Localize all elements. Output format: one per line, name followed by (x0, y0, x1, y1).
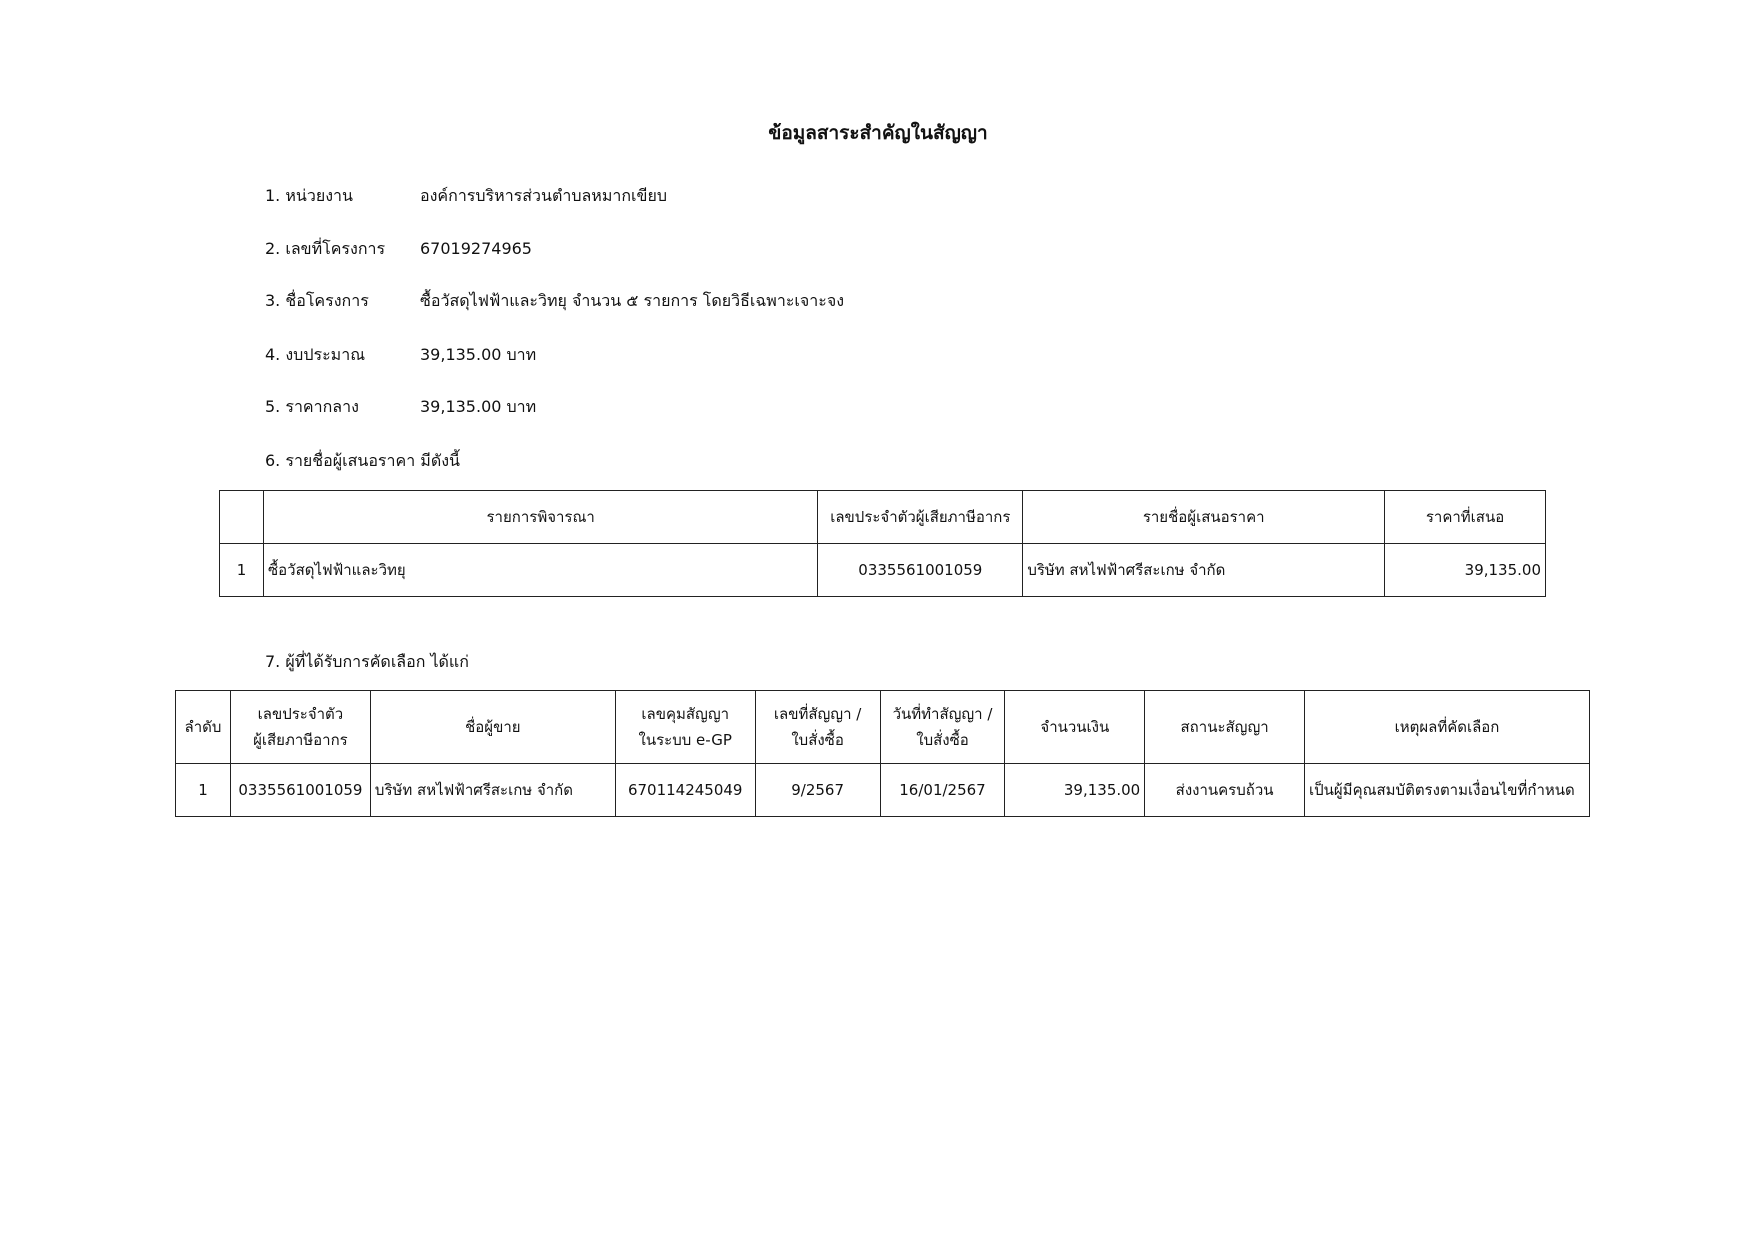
bidders-cell-bidder: บริษัท สหไฟฟ้าศรีสะเกษ จำกัด (1023, 544, 1385, 597)
selected-header-row (176, 691, 1590, 764)
table-row (220, 544, 1546, 597)
page-title: ข้อมูลสาระสำคัญในสัญญา (768, 122, 988, 144)
selected-header-tax-id-line1: เลขประจำตัว (257, 705, 344, 723)
selected-header-tax-id (230, 691, 370, 764)
selected-header-date-line1: วันที่ทำสัญญา / (892, 705, 993, 723)
field-project-name-label: 3. ชื่อโครงการ (265, 291, 369, 310)
selected-header-amount: จำนวนเงิน (1005, 691, 1145, 764)
bidders-header-tax-id: เลขประจำตัวผู้เสียภาษีอากร (818, 491, 1023, 544)
bidders-cell-price: 39,135.00 (1385, 544, 1546, 597)
field-budget (265, 343, 536, 367)
selected-header-no: ลำดับ (176, 691, 231, 764)
selected-cell-tax-id: 0335561001059 (230, 764, 370, 817)
field-budget-value: 39,135.00 บาท (420, 345, 537, 364)
field-median-price (265, 395, 536, 419)
selected-header-status: สถานะสัญญา (1145, 691, 1305, 764)
selected-header-date-line2: ใบสั่งซื้อ (916, 731, 969, 749)
bidders-cell-tax-id: 0335561001059 (818, 544, 1023, 597)
selected-header-reason: เหตุผลที่คัดเลือก (1304, 691, 1589, 764)
field-median-price-value: 39,135.00 บาท (420, 397, 537, 416)
selected-cell-date: 16/01/2567 (880, 764, 1005, 817)
selected-header-control-line1: เลขคุมสัญญา (641, 705, 730, 723)
field-project-name-value: ซื้อวัสดุไฟฟ้าและวิทยุ จำนวน ๕ รายการ โดยวิธีเฉพาะเจาะจง (420, 291, 845, 310)
selected-cell-no: 1 (176, 764, 231, 817)
field-agency (265, 184, 667, 208)
selected-table (175, 690, 1590, 817)
bidders-header-bidder: รายชื่อผู้เสนอราคา (1023, 491, 1385, 544)
selected-header-contract-no-line2: ใบสั่งซื้อ (791, 731, 844, 749)
selected-cell-control-no: 670114245049 (615, 764, 755, 817)
bidders-header-item: รายการพิจารณา (263, 491, 817, 544)
field-project-number (265, 237, 532, 261)
bidders-heading: 6. รายชื่อผู้เสนอราคา มีดังนี้ (265, 451, 460, 470)
selected-cell-contract-no: 9/2567 (755, 764, 880, 817)
field-project-name (265, 289, 844, 313)
bidders-table (219, 490, 1546, 597)
selected-header-control (615, 691, 755, 764)
selected-header-seller: ชื่อผู้ขาย (370, 691, 615, 764)
selected-header-contract-no-line1: เลขที่สัญญา / (773, 705, 862, 723)
selected-cell-status: ส่งงานครบถ้วน (1145, 764, 1305, 817)
field-agency-label: 1. หน่วยงาน (265, 186, 353, 205)
selected-cell-reason: เป็นผู้มีคุณสมบัติตรงตามเงื่อนไขที่กำหนด (1304, 764, 1589, 817)
selected-header-contract-no (755, 691, 880, 764)
bidders-cell-no: 1 (220, 544, 264, 597)
field-project-number-value: 67019274965 (420, 239, 532, 258)
field-median-price-label: 5. ราคากลาง (265, 397, 359, 416)
field-project-number-label: 2. เลขที่โครงการ (265, 239, 386, 258)
table-row (176, 764, 1590, 817)
bidders-header-no (220, 491, 264, 544)
selected-header-control-line2: ในระบบ e-GP (638, 731, 732, 749)
bidders-header-price: ราคาที่เสนอ (1385, 491, 1546, 544)
field-agency-value: องค์การบริหารส่วนตำบลหมากเขียบ (420, 186, 667, 205)
selected-header-date (880, 691, 1005, 764)
selected-cell-amount: 39,135.00 (1005, 764, 1145, 817)
selected-cell-seller: บริษัท สหไฟฟ้าศรีสะเกษ จำกัด (370, 764, 615, 817)
selected-header-tax-id-line2: ผู้เสียภาษีอากร (253, 731, 348, 749)
selected-heading: 7. ผู้ที่ได้รับการคัดเลือก ได้แก่ (265, 652, 469, 671)
field-budget-label: 4. งบประมาณ (265, 345, 366, 364)
bidders-header-row (220, 491, 1546, 544)
bidders-cell-item: ซื้อวัสดุไฟฟ้าและวิทยุ (263, 544, 817, 597)
